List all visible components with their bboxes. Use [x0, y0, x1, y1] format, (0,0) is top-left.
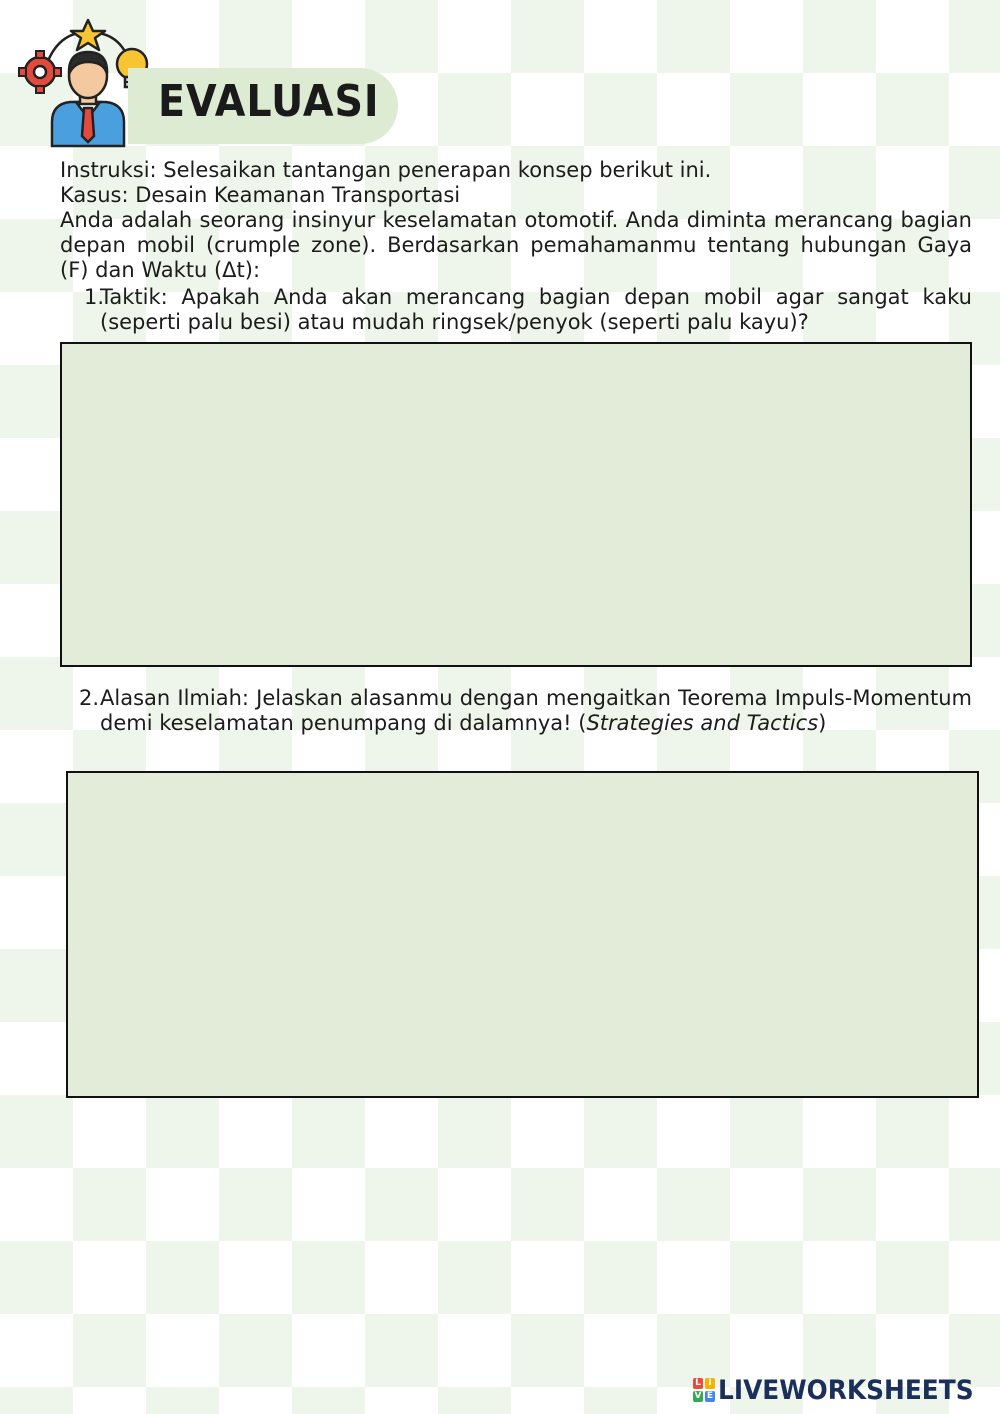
instruction-text: Instruksi: Selesaikan tantangan penerapan konsep berikut ini.	[60, 158, 712, 182]
question-2-number: 2.	[79, 686, 100, 710]
question-2-italic: Strategies and Tactics	[586, 711, 819, 735]
logo-grid-icon: L I V E	[694, 1378, 714, 1401]
logo-text: LIVEWORKSHEETS	[718, 1374, 974, 1406]
case-title: Kasus: Desain Keamanan Transportasi	[60, 183, 461, 207]
scenario-text: Anda adalah seorang insinyur keselamatan otomotif. Anda diminta merancang bagian depan mobil (crumple zone). Berdasarkan pemahamanmu tentang hubungan Gaya (F) dan Waktu (Δt):	[60, 208, 972, 282]
question-1-number: 1.	[84, 285, 105, 309]
answer-box-2[interactable]	[66, 771, 979, 1098]
liveworksheets-logo	[693, 1374, 996, 1406]
question-1-text: Taktik: Apakah Anda akan merancang bagian depan mobil agar sangat kaku (seperti palu besi) atau mudah ringsek/penyok (seperti palu kayu)?	[100, 285, 972, 334]
page-title: EVALUASI	[158, 76, 380, 127]
answer-box-1[interactable]	[60, 342, 972, 667]
question-2-text: Alasan Ilmiah: Jelaskan alasanmu dengan mengaitkan Teorema Impuls-Momentum demi keselamatan penumpang di dalamnya! (Strategies and Tactics)	[100, 686, 972, 735]
